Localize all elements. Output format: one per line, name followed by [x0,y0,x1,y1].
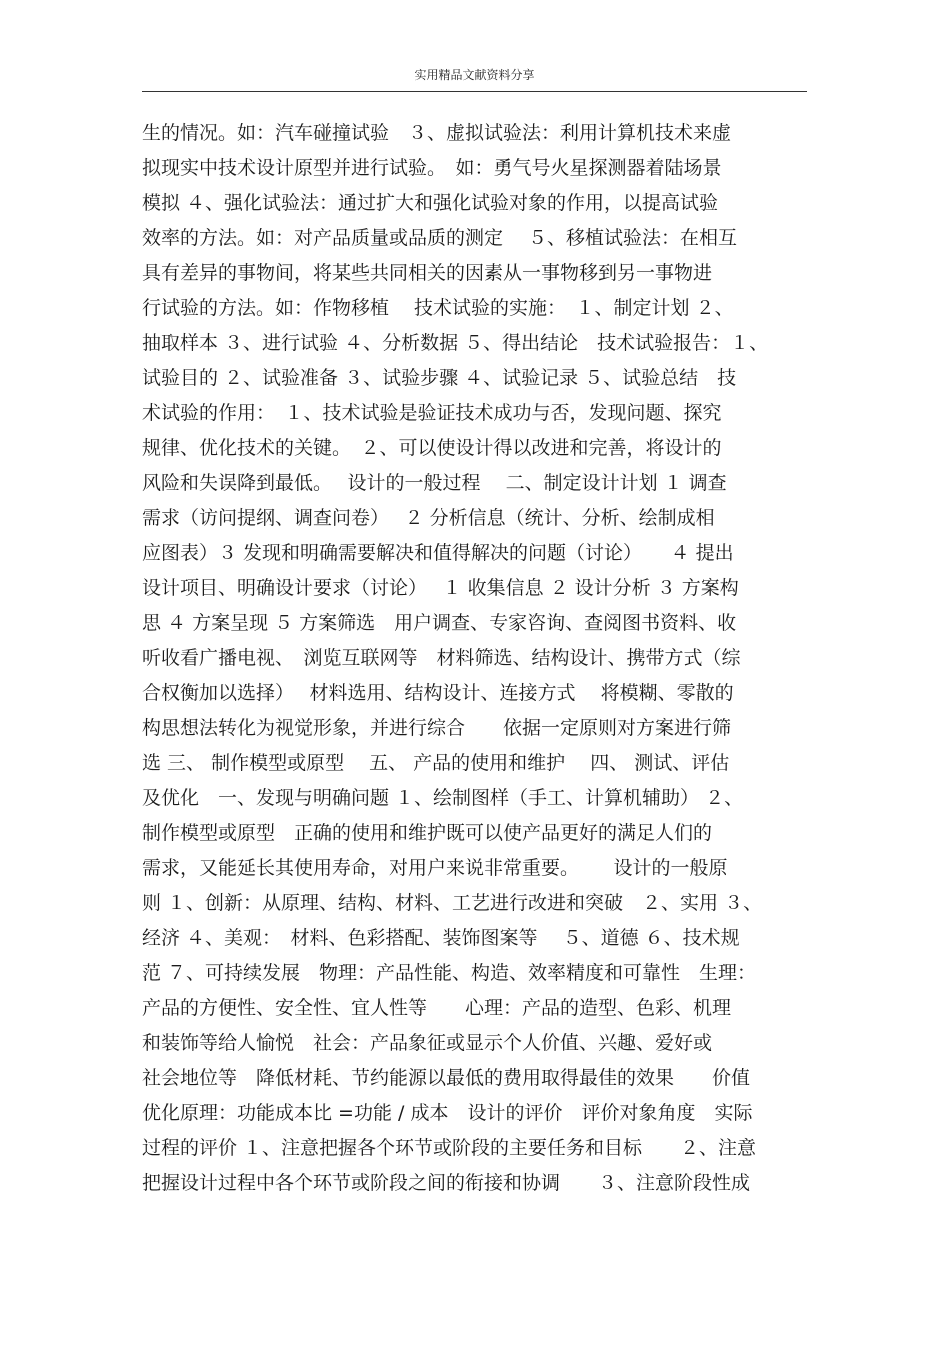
text-line: 术试验的作用： １、技术试验是验证技术成功与否，发现问题、探究 [142,402,722,424]
text-line: 听收看广播电视、 浏览互联网等 材料筛选、结构设计、携带方式（综 [142,647,741,669]
text-line: 行试验的方法。如：作物移植 技术试验的实施： １、制定计划 ２、 [142,297,734,319]
text-line: 构思想法转化为视觉形象，并进行综合 依据一定原则对方案进行筛 [142,717,732,739]
text-line: 效率的方法。如：对产品质量或品质的测定 ５、移植试验法：在相互 [142,227,738,249]
text-line: 范 ７、可持续发展 物理：产品性能、构造、效率精度和可靠性 生理： [142,962,757,984]
text-line: 社会地位等 降低材耗、节约能源以最低的费用取得最佳的效果 价值 [142,1067,751,1089]
text-line: 试验目的 ２、试验准备 ３、试验步骤 ４、试验记录 ５、试验总结 技 [142,367,737,389]
page-header: 实用精品文献资料分享 [414,68,535,82]
text-line: 应图表）３ 发现和明确需要解决和值得解决的问题（讨论） ４ 提出 [142,542,734,564]
text-line: 经济 ４、美观： 材料、色彩搭配、装饰图案等 ５、道德 ６、技术规 [142,927,740,949]
text-line: 制作模型或原型 正确的使用和维护既可以使产品更好的满足人们的 [142,822,713,844]
text-line: 合权衡加以选择） 材料选用、结构设计、连接方式 将模糊、零散的 [142,682,734,704]
text-line: 和装饰等给人愉悦 社会：产品象征或显示个人价值、兴趣、爱好或 [142,1032,713,1054]
text-line: 设计项目、明确设计要求（讨论） １ 收集信息 ２ 设计分析 ３ 方案构 [142,577,739,599]
text-line: 思 ４ 方案呈现 ５ 方案筛选 用户调查、专家咨询、查阅图书资料、收 [142,612,737,634]
text-line: 选 三、 制作模型或原型 五、 产品的使用和维护 四、 测试、评估 [142,752,730,774]
text-line: 具有差异的事物间，将某些共同相关的因素从一事物移到另一事物进 [142,262,713,284]
text-line: 把握设计过程中各个环节或阶段之间的衔接和协调 ３、注意阶段性成 [142,1172,751,1194]
text-line: 及优化 一、发现与明确问题 １、绘制图样（手工、计算机辅助） ２、 [142,787,744,809]
text-line: 拟现实中技术设计原型并进行试验。 如：勇气号火星探测器着陆场景 [142,157,722,179]
text-line: 规律、优化技术的关键。 ２、可以使设计得以改进和完善，将设计的 [142,437,722,459]
document-body [142,116,812,1201]
text-line: 需求，又能延长其使用寿命，对用户来说非常重要。 设计的一般原 [142,857,728,879]
text-line: 产品的方便性、安全性、宜人性等 心理：产品的造型、色彩、机理 [142,997,732,1019]
text-line: 则 １、创新：从原理、结构、材料、工艺进行改进和突破 ２、实用 ３、 [142,892,763,914]
text-line: 过程的评价 １、注意把握各个环节或阶段的主要任务和目标 ２、注意 [142,1137,757,1159]
header-divider [142,91,807,92]
text-line: 优化原理：功能成本比 =功能 / 成本 设计的评价 评价对象角度 实际 [142,1102,753,1124]
text-line: 风险和失误降到最低。 设计的一般过程 二、制定设计计划 １ 调查 [142,472,727,494]
text-line: 生的情况。如：汽车碰撞试验 ３、虚拟试验法：利用计算机技术来虚 [142,122,732,144]
text-line: 抽取样本 ３、进行试验 ４、分析数据 ５、得出结论 技术试验报告：１、 [142,332,769,354]
text-line: 模拟 ４、强化试验法：通过扩大和强化试验对象的作用，以提高试验 [142,192,719,214]
text-line: 需求（访问提纲、调查问卷） ２ 分析信息（统计、分析、绘制成相 [142,507,715,529]
